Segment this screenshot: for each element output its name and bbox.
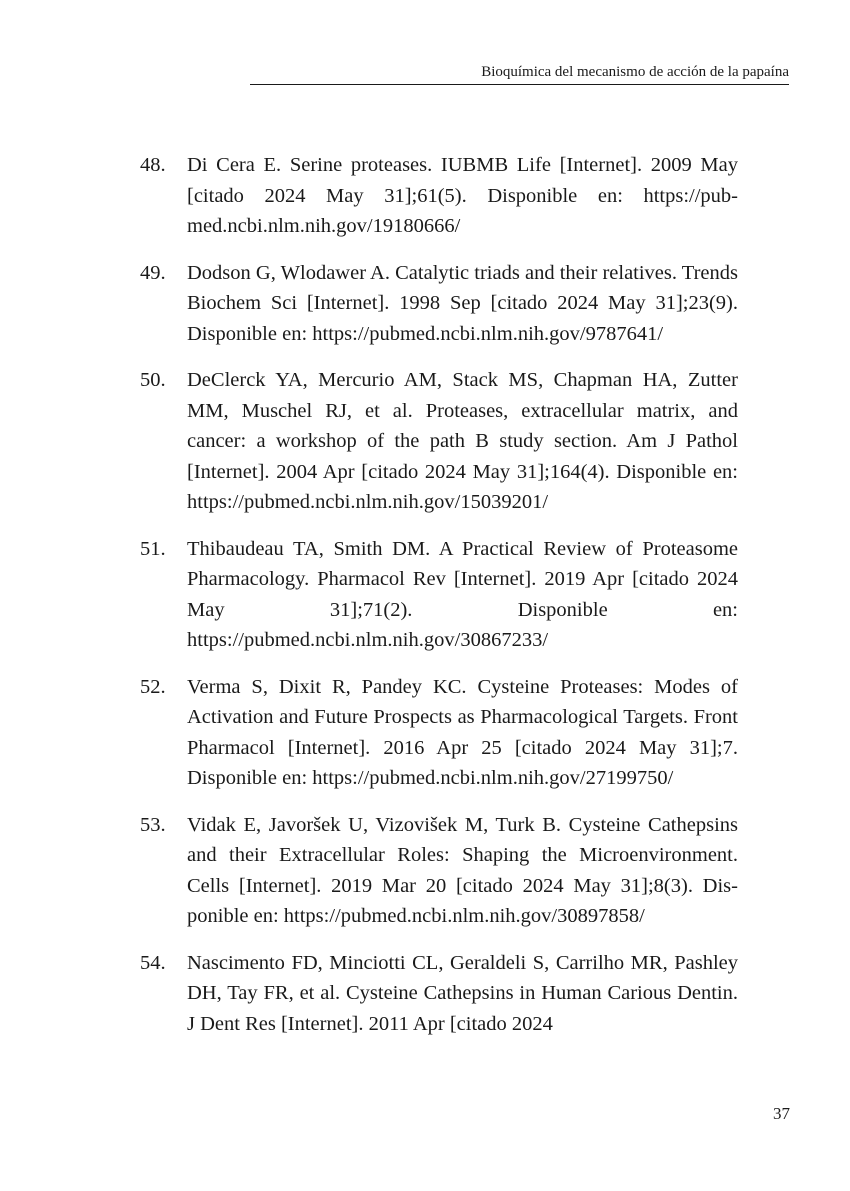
reference-item xyxy=(140,810,738,932)
running-header: Bioquímica del mecanismo de acción de la papaína xyxy=(250,62,789,85)
reference-text: DeClerck YA, Mercurio AM, Stack MS, Chapman HA, Zutter MM, Muschel RJ, et al. Proteases, extracellular matrix, and cancer: a workshop of the path B study section. Am J Pathol [Internet]. 2004 Apr [citado 2024 May 31];164(4). Disponible en: https://pubmed.ncbi.nlm.nih.gov/15039201/ xyxy=(187,369,738,513)
reference-number: 52. xyxy=(140,675,166,698)
reference-item xyxy=(140,672,738,794)
reference-text: Nascimento FD, Minciotti CL, Geraldeli S, Carrilho MR, Pashley DH, Tay FR, et al. Cysteine Cathepsins in Human Carious Dentin. J Dent Res [Internet]. 2011 Apr [citado 2024 xyxy=(187,951,738,1035)
reference-item xyxy=(140,534,738,656)
reference-list xyxy=(140,150,738,1055)
reference-text: Di Cera E. Serine proteases. IUBMB Life [Internet]. 2009 May [citado 2024 May 31];61(5). Disponible en: https://pubmed.ncbi.nlm.nih.gov/19180666/ xyxy=(187,154,738,237)
reference-number: 48. xyxy=(140,154,166,176)
reference-number: 54. xyxy=(140,951,166,974)
reference-item xyxy=(140,150,738,242)
reference-text: Thibaudeau TA, Smith DM. A Practical Review of Proteasome Pharmacology. Pharmacol Rev [Internet]. 2019 Apr [citado 2024 May 31];71(2). Disponible en: https://pubmed.ncbi.nlm.nih.gov/30867233/ xyxy=(187,537,738,651)
reference-item xyxy=(140,258,738,350)
reference-number: 51. xyxy=(140,537,166,560)
reference-text: Vidak E, Javoršek U, Vizovišek M, Turk B. Cysteine Cathepsins and their Extracellular Roles: Shaping the Microenvironment. Cells [Internet]. 2019 Mar 20 [citado 2024 May 31];8(3). Disponible en: https://pubmed.ncbi.nlm.nih.gov/30897858/ xyxy=(187,813,738,927)
reference-item xyxy=(140,365,738,518)
reference-item xyxy=(140,948,738,1040)
reference-number: 49. xyxy=(140,261,166,284)
reference-text: Verma S, Dixit R, Pandey KC. Cysteine Proteases: Modes of Activation and Future Prospects as Pharmacological Targets. Front Pharmacol [Internet]. 2016 Apr 25 [citado 2024 May 31];7. Disponible en: https://pubmed.ncbi.nlm.nih.gov/27199750/ xyxy=(187,675,738,789)
page-number: 37 xyxy=(773,1104,790,1123)
reference-number: 53. xyxy=(140,813,166,836)
reference-text: Dodson G, Wlodawer A. Catalytic triads and their relatives. Trends Biochem Sci [Internet]. 1998 Sep [citado 2024 May 31];23(9). Disponible en: https://pubmed.ncbi.nlm.nih.gov/9787641/ xyxy=(187,261,738,345)
reference-number: 50. xyxy=(140,369,166,391)
